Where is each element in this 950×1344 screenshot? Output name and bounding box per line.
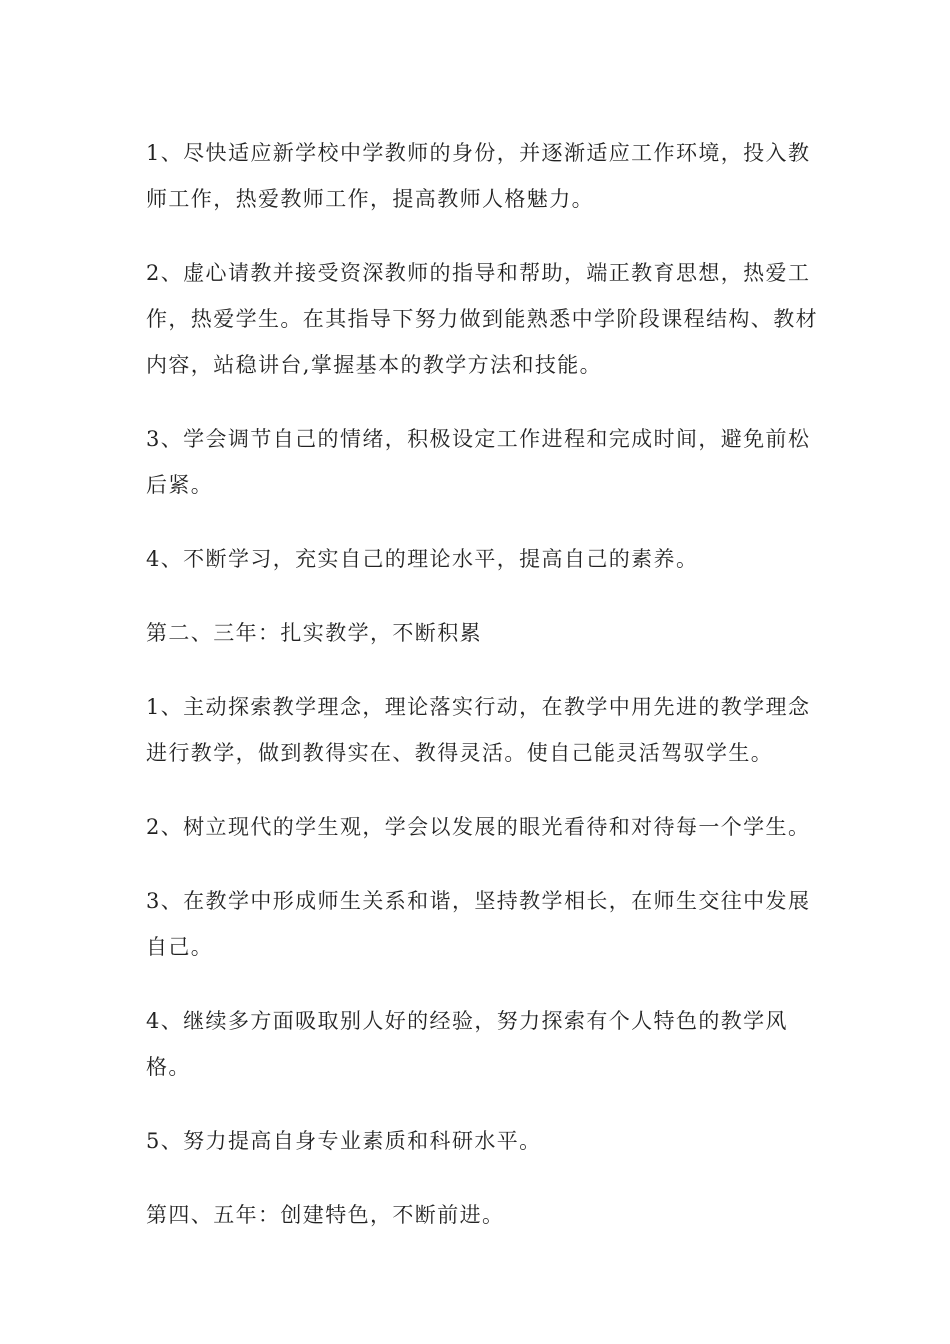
paragraph-year1-item2: 2、虚心请教并接受资深教师的指导和帮助，端正教育思想，热爱工作，热爱学生。在其指导下努力做到能熟悉中学阶段课程结构、教材内容，站稳讲台,掌握基本的教学方法和技能。 [146,261,818,377]
paragraph-years23-item5: 5、努力提高自身专业素质和科研水平。 [146,1129,542,1153]
paragraph-year1-item1: 1、尽快适应新学校中学教师的身份，并逐渐适应工作环境，投入教师工作，热爱教师工作，提高教师人格魅力。 [146,141,811,211]
paragraph-years23-item4: 4、继续多方面吸取别人好的经验，努力探索有个人特色的教学风格。 [146,1009,788,1079]
paragraph-years23-item1: 1、主动探索教学理念，理论落实行动，在教学中用先进的教学理念进行教学，做到教得实在、教得灵活。使自己能灵活驾驭学生。 [146,695,811,765]
paragraph-years23-item3: 3、在教学中形成师生关系和谐，坚持教学相长，在师生交往中发展自己。 [146,889,811,959]
section-heading-years-2-3: 第二、三年：扎实教学，不断积累 [146,621,482,645]
paragraph-year1-item3: 3、学会调节自己的情绪，积极设定工作进程和完成时间，避免前松后紧。 [146,427,811,497]
paragraph-years23-item2: 2、树立现代的学生观，学会以发展的眼光看待和对待每一个学生。 [146,815,811,839]
section-heading-years-4-5: 第四、五年：创建特色，不断前进。 [146,1203,505,1227]
document-body [146,130,826,1266]
paragraph-year1-item4: 4、不断学习，充实自己的理论水平，提高自己的素养。 [146,547,699,571]
